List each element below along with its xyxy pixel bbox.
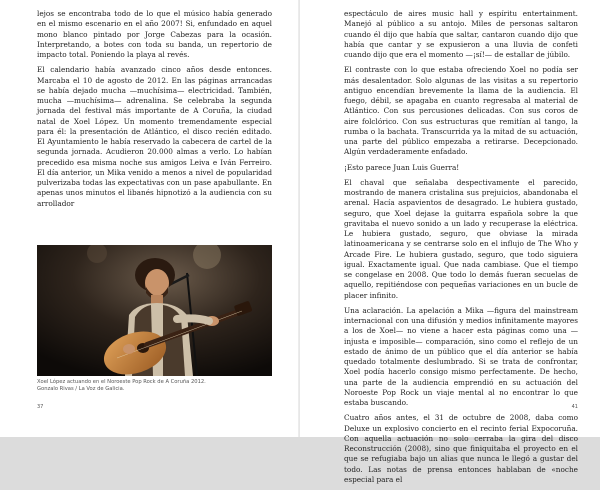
left-paragraph-2: El calendario había avanzado cinco años desde entonces. Marcaba el 10 de agosto de 2012. En las páginas arrancadas se había dejado mucha —muchísima— electricidad. También, mucha —muchísima— adrenalina. Se celebraba la segunda jornada del festival más importante de A Coruña, la ciudad natal de Xoel López. Un momento tremendamente especial para él: la presentación de Atlántico, el disco recién editado. El Ayuntamiento le había reservado la cabecera de cartel de la segunda jornada. Acudieron 20.000 almas a verlo. Lo habían precedido esa misma noche sus amigos Leiva e Iván Ferreiro. El día anterior, un Mika venido a menos a nivel de popularidad pulverizaba todas las expectativas con un pase apabullante. En apenas unos minutos el libanés hipnotizó a la audiencia con su arrollador — [37, 65, 272, 208]
right-text-column — [344, 9, 578, 490]
right-paragraph-1: espectáculo de aires music hall y espíritu entertainment. Manejó al público a su antojo. Miles de personas saltaron cuando él dijo que había que saltar, cantaron cuando dijo que había que cantar y se expusieron a una lluvia de confeti cuando dijo que era el momento —¡sí!— de estallar de júbilo. — [344, 9, 578, 59]
concert-photo-illustration — [37, 245, 272, 376]
concert-photo — [37, 245, 272, 376]
page-number-right: 41 — [571, 404, 578, 410]
right-paragraph-quote: ¡Esto parece Juan Luis Guerra! — [344, 162, 460, 172]
right-paragraph-2: El contraste con lo que estaba ofreciendo Xoel no podía ser más desalentador. Solo algunas de las visitas a su repertorio antiguo encendían brevemente la llama de la audiencia. El fuego, débil, se apagaba en cuanto regresaba al material de Atlántico. Con sus percusiones delicadas. Con sus coros de aire folclórico. Con sus estructuras que remitían al tango, la rumba o la bachata. Transcurrida ya la mitad de su actuación, una parte del público empezaba a retirarse. Decepcionado. Algún verdaderamente enfadado. — [344, 65, 578, 157]
right-paragraph-6: Cuatro años antes, el 31 de octubre de 2008, daba como Deluxe un explosivo concierto en el recinto ferial Expocoruña. Con aquella actuación no solo cerraba la gira del disco Reconstrucción (2008), sino que finiquitaba el proyecto en el que se refugiaba bajo un alias que nunca le llegó a gustar del todo. Las notas de prensa entonces hablaban de «noche especial para el — [344, 413, 578, 484]
photo-caption-line-2: Gonzalo Rivas / La Voz de Galicia. — [37, 386, 125, 392]
right-paragraph-4: El chaval que señalaba despectivamente el parecido, mostrando de manera cristalina sus prejuicios, abandonaba el arenal. Hacía aspavientos de desagrado. Le hubiera gustado, seguro, que Xoel dejase la guitarra española sobre la que gravitaba el nuevo sonido a un lado y recuperase la eléctrica. Le hubiera gustado, seguro, que obviase la mirada latinoamericana y se centrarse solo en el influjo de The Who y Arcade Fire. Le hubiera gustado, seguro, que todo siguiera igual. Exactamente igual. Que nada cambiase. Que el tiempo se congelase en 2008. Que todo lo demás fueran secuelas de aquello, repitiéndose con pequeñas variaciones en un bucle de placer infinito. — [344, 177, 578, 300]
right-paragraph-5: Una aclaración. La apelación a Mika —figura del mainstream internacional con una difusión y medios infinitamente mayores a los de Xoel— no viene a hacer esta páginas como una —injusta e imposible— comparación, sino como el reflejo de un estado de ánimo de un público que el día anterior se había quedado totalmente deslumbrado. Si se trata de confrontar, Xoel podía hacerlo consigo mismo perfectamente. De hecho, una parte de la audiencia emprendió en su actuación del Noroeste Pop Rock un viaje mental al no encontrar lo que estaba buscando. — [344, 305, 578, 407]
left-page — [0, 0, 300, 437]
left-text-column — [37, 9, 272, 214]
left-paragraph-1: lejos se encontraba todo de lo que el músico había generado en el mismo escenario en el año 2007! Si, enfundado en aquel mono blanco pintado por Jorge Cabezas para la ocasión. Interpretando, a botes con toda su banda, un repertorio de impacto total. Poniendo la playa al revés. — [37, 9, 272, 59]
photo-caption-line-1: Xoel López actuando en el Noroeste Pop Rock de A Coruña 2012. — [37, 379, 206, 385]
page-number-left: 37 — [37, 404, 44, 410]
right-page — [300, 0, 600, 484]
photo-caption — [37, 379, 272, 393]
